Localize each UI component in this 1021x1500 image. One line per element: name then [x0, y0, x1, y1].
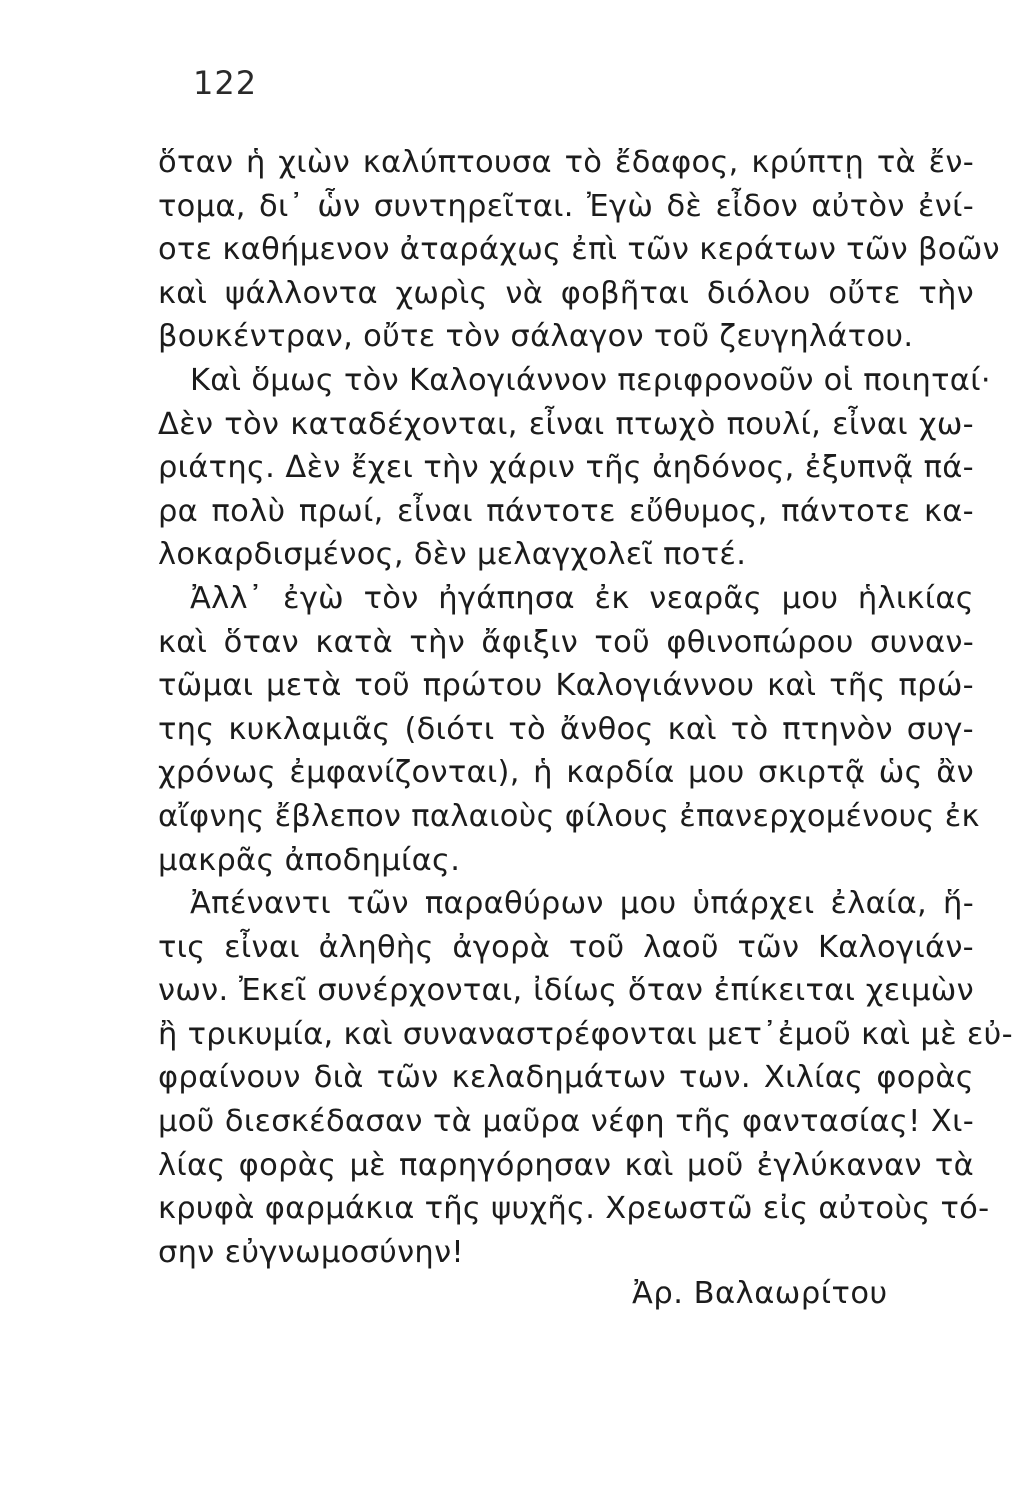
text-line: Καὶ ὅμως τὸν Καλογιάννον περιφρονοῦν οἱ ποιηταί· [190, 362, 991, 398]
text-line: σην εὐγνωμοσύνην! [158, 1234, 464, 1270]
text-line: κρυφὰ φαρμάκια τῆς ψυχῆς. Χρεωστῶ εἰς αὐτοὺς τό- [158, 1191, 990, 1227]
page-number: 122 [193, 64, 258, 102]
text-line: της κυκλαμιᾶς (διότι τὸ ἄνθος καὶ τὸ πτηνὸν συγ- [158, 711, 974, 747]
text-line: μακρᾶς ἀποδημίας. [158, 842, 461, 878]
text-line: τις εἶναι ἀληθὴς ἀγορὰ τοῦ λαοῦ τῶν Καλογιάν- [158, 929, 974, 965]
text-line: καὶ ψάλλοντα χωρὶς νὰ φοβῆται διόλου οὔτε τὴν [158, 275, 974, 311]
text-line: νων. Ἐκεῖ συνέρχονται, ἰδίως ὅταν ἐπίκειται χειμὼν [158, 973, 974, 1009]
text-line: αἴφνης ἔβλεπον παλαιοὺς φίλους ἐπανερχομένους ἐκ [158, 798, 980, 834]
text-line: χρόνως ἐμφανίζονται), ἡ καρδία μου σκιρτᾷ ὡς ἂν [158, 755, 974, 791]
text-line: βουκέντραν, οὔτε τὸν σάλαγον τοῦ ζευγηλάτου. [158, 319, 914, 355]
text-line: καὶ ὅταν κατὰ τὴν ἄφιξιν τοῦ φθινοπώρου συναν- [158, 624, 974, 660]
text-line: οτε καθήμενον ἀταράχως ἐπὶ τῶν κεράτων τῶν βοῶν [158, 232, 1000, 268]
text-line: ἢ τρικυμία, καὶ συναναστρέφονται μετ᾽ἐμοῦ καὶ μὲ εὐ- [158, 1016, 1013, 1052]
text-line: Δὲν τὸν καταδέχονται, εἶναι πτωχὸ πουλί, εἶναι χω- [158, 406, 974, 442]
text-line: Ἀλλ᾽ ἐγὼ τὸν ἠγάπησα ἐκ νεαρᾶς μου ἡλικίας [190, 580, 974, 616]
text-line: λοκαρδισμένος, δὲν μελαγχολεῖ ποτέ. [158, 537, 747, 573]
author-signature: Ἀρ. Βαλαωρίτου [632, 1276, 888, 1311]
text-line: φραίνουν διὰ τῶν κελαδημάτων των. Χιλίας φορὰς [158, 1060, 974, 1096]
text-line: ριάτης. Δὲν ἔχει τὴν χάριν τῆς ἀηδόνος, ἐξυπνᾷ πά- [158, 450, 974, 486]
text-line: ὅταν ἡ χιὼν καλύπτουσα τὸ ἔδαφος, κρύπτῃ τὰ ἔν- [158, 145, 974, 180]
text-line: τομα, δι᾽ ὧν συντηρεῖται. Ἐγὼ δὲ εἶδον αὐτὸν ἐνί- [158, 188, 974, 224]
text-line: τῶμαι μετὰ τοῦ πρώτου Καλογιάννου καὶ τῆς πρώ- [158, 668, 974, 704]
text-line: ρα πολὺ πρωί, εἶναι πάντοτε εὔθυμος, πάντοτε κα- [158, 493, 974, 529]
text-line: Ἀπέναντι τῶν παραθύρων μου ὑπάρχει ἐλαία, ἥ- [190, 886, 974, 922]
text-line: μοῦ διεσκέδασαν τὰ μαῦρα νέφη τῆς φαντασίας! Χι- [158, 1104, 974, 1140]
body-text [158, 141, 1013, 1274]
text-line: λίας φορὰς μὲ παρηγόρησαν καὶ μοῦ ἐγλύκαναν τὰ [158, 1147, 974, 1183]
